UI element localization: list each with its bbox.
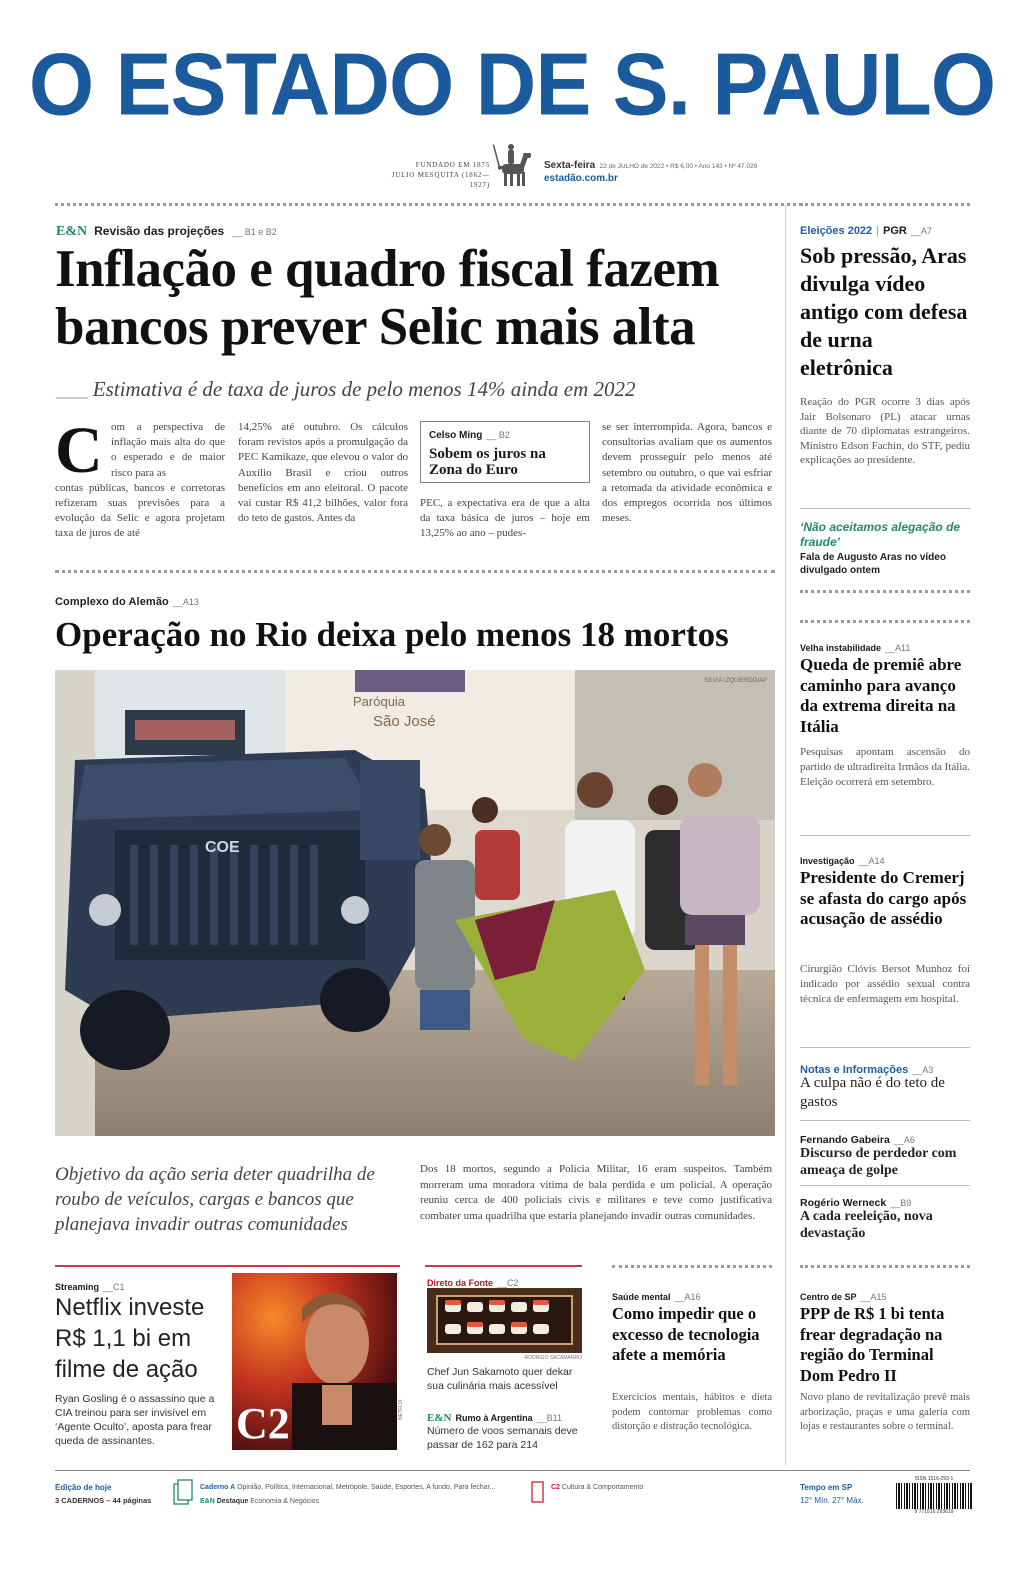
caderno-a-line [200,1482,540,1494]
streaming-section: Streaming [55,1282,100,1292]
gabeira-section: Fernando Gabeira [800,1134,890,1146]
right-divider-3 [800,620,970,623]
caderno-a-label: Caderno A [200,1484,236,1491]
barcode [896,1476,972,1518]
saude-top-rule [612,1265,772,1268]
aras-divider [800,508,970,509]
cremerj-divider [800,1047,970,1048]
gabeira-page: __A6 [893,1135,915,1145]
church-sign-1: Paróquia [353,694,406,709]
second-section: Complexo do Alemão [55,596,169,608]
werneck-section: Rogério Werneck [800,1197,887,1209]
eleicoes-label: Eleições 2022 [800,225,873,237]
barcode-digits: 9 771516 293619 [914,1509,954,1515]
streaming-top-rule [55,1265,400,1267]
lead-dropcap: C [55,414,103,487]
caderno-en-line [200,1496,540,1508]
argentina-page: __B11 [536,1413,563,1423]
cremerj-page: __A14 [858,856,885,866]
masthead-title: O ESTADO DE S. PAULO [28,34,996,134]
fonte-credit: RODRIGO SACAMARRO [524,1355,582,1361]
c2-text: Cultura & Comportamento [561,1484,644,1491]
werneck-page: __B9 [890,1198,912,1208]
sp-section-row [800,1287,887,1305]
c2-icon [530,1480,546,1506]
edition-label: Edição de hoje [55,1483,112,1492]
saude-headline[interactable]: Como impedir que o excesso de tecnologia afete a memória [612,1304,760,1364]
lead-headline-line1: Inflação e quadro fiscal fazem [55,240,720,298]
footer-weather [800,1481,864,1507]
second-divider [55,570,775,573]
pgr-label: PGR [883,225,907,237]
lead-col-1a: om a perspectiva de inflação mais alta do que o esperado e de maior risco para as [111,421,225,479]
sp-body: Novo plano de revitalização prevê mais arborização, praças e uma galeria com lojas e restaurantes sobre o terminal. [800,1392,970,1432]
vehicle-mark: COE [205,839,240,856]
c2-line [551,1482,643,1494]
operation-photo [55,670,775,1136]
second-page: __A13 [172,597,199,607]
cremerj-body: Cirurgião Clóvis Bersot Munhoz foi indicado por assédio sexual contra técnica de enfermagem em hospital. [800,963,970,1005]
gabeira-headline[interactable]: Discurso de perdedor com ameaça de golpe [800,1146,957,1178]
streaming-page: __C1 [103,1282,125,1292]
second-body: Dos 18 mortos, segundo a Polícia Militar, 16 eram suspeitos. Também morreram uma moradora vítima de bala perdida e um policial. A operação reuniu cerca de 400 policiais civis e militares e teve como justificativa combater uma quadrilha que estaria planejando invadir outras comunidades. [420,1163,772,1222]
lead-col-4: se ser interrompida. Agora, bancos e consultorias avaliam que os aumentos devem prosseguir pelo menos até setembro ou outubro, o que vai esfriar a retomada da atividade econômica e dos empregos ocorrida nos últimos meses. [602,421,772,525]
lead-col-1 [55,414,225,542]
lead-headline-line2: bancos prever Selic mais alta [55,298,696,356]
gabeira-divider [800,1185,970,1186]
notas-section: Notas e Informações [800,1064,909,1076]
box-author: Celso Ming [429,430,483,441]
argentina-body[interactable]: Número de voos semanais deve passar de 162 para 214 [427,1425,578,1451]
box-page: __ B2 [486,430,510,440]
gosling-photo [232,1273,397,1450]
notas-headline[interactable]: A culpa não é do teto de gastos [800,1075,945,1110]
aras-headline[interactable]: Sob pressão, Aras divulga vídeo antigo com defesa de urna eletrônica [800,243,968,380]
right-column-separator [785,205,786,1465]
horseman-logo [488,142,534,190]
cremerj-section: Investigação [800,856,855,866]
fonte-page: __C2 [497,1278,519,1288]
saude-body: Exercícios mentais, hábitos e dieta podem contornar problemas como distorção e distração tecnológica. [612,1392,772,1432]
italia-page: __A11 [885,643,911,653]
founded-line: FUNDADO EM 1875 [415,161,490,169]
lead-headline[interactable] [55,240,775,356]
c2-label: C2 [551,1484,560,1491]
notas-page: __A3 [912,1065,934,1075]
saude-section: Saúde mental [612,1292,671,1302]
weather-label: Tempo em SP [800,1483,853,1492]
aras-body: Reação do PGR ocorre 3 dias após Jair Bolsonaro (PL) atacar urnas diante de 70 diplomatas estrangeiros. Ministro Edson Fachin, do STF, pediu explicações ao presidente. [800,396,970,466]
second-headline[interactable]: Operação no Rio deixa pelo menos 18 mortos [55,615,729,654]
footer-edition [55,1481,151,1507]
caderno-en-brand: E&N [200,1498,215,1505]
barcode-bars [896,1483,972,1509]
sp-top-rule [800,1265,970,1268]
fonte-top-rule [425,1265,582,1267]
italia-divider [800,835,970,836]
sp-page: __A15 [860,1292,887,1302]
sp-section: Centro de SP [800,1292,857,1302]
sp-headline[interactable]: PPP de R$ 1 bi tenta frear degradação na região do Terminal Dom Pedro II [800,1304,945,1385]
celso-ming-box[interactable] [420,421,590,483]
aras-quote-caption: Fala de Augusto Aras no vídeo divulgado ontem [800,552,946,576]
notas-divider [800,1120,970,1121]
italia-headline[interactable]: Queda de premiê abre caminho para avanço da extrema direita na Itália [800,655,962,736]
italia-section-row [800,638,910,656]
lead-deck: ___ Estimativa é de taxa de juros de pelo menos 14% ainda em 2022 [56,377,636,401]
cremerj-section-row [800,851,885,869]
second-section-row [55,592,199,610]
lead-section-row [56,222,456,238]
footer-rule [55,1470,970,1471]
aras-quote: ‘Não aceitamos alegação de fraude’ [800,520,961,549]
caderno-a-text: Opinião, Política, Internacional, Metrópole, Saúde, Esportes, A fundo, Para fechar... [237,1484,496,1491]
issn: ISSN 1516-293-1 [914,1476,954,1482]
right-divider-2 [800,590,970,593]
edition-info: 22 de JULHO de 2022 • R$ 6,00 • Ano 143 • Nº 47.029 [599,163,758,170]
eleicoes-label-row: Eleições 2022 | PGR __A7 [800,225,932,237]
werneck-headline[interactable]: A cada reeleição, nova devastação [800,1209,933,1241]
masthead-date-block [544,158,804,185]
right-top-divider [800,203,970,206]
cremerj-headline[interactable]: Presidente do Cremerj se afasta do cargo após acusação de assédio [800,868,967,928]
italia-body: Pesquisas apontam ascensão do partido de ultradireita Irmãos da Itália. Eleição ocorrerá em setembro. [800,746,970,788]
masthead-founded [380,160,490,190]
italia-section: Velha instabilidade [800,643,882,653]
box-title: Sobem os juros na Zona do Euro [429,446,546,478]
argentina-brand: E&N [427,1412,452,1424]
saude-page: __A16 [674,1292,701,1302]
netflix-credit: NETFLIX [398,1399,404,1420]
second-deck: Objetivo da ação seria deter quadrilha de roubo de veículos, cargas e bancos que planejava invadir outras comunidades [55,1164,375,1235]
caderno-en-label: Destaque [216,1498,249,1505]
en-brand: E&N [56,224,88,239]
caderno-en-text: Economia & Negócios [250,1498,320,1505]
netflix-body: Ryan Gosling é o assassino que a CIA treinou para ser invisível em ‘Agente Oculto’, aposta para frear queda de assinantes. [55,1393,215,1447]
caderno-a-icon [172,1478,194,1508]
fonte-section: Direto da Fonte [427,1278,494,1288]
weather-value: 12° Mín. 27° Máx. [800,1496,864,1505]
lead-col-1b: contas públicas, bancos e corretoras refizeram suas previsões para a evolução da Selic e agora projetam taxa de juros de até [55,481,225,540]
lead-section-label: Revisão das projeções [94,224,225,238]
fonte-caption[interactable]: Chef Jun Sakamoto quer dekar sua culinária mais acessível [427,1366,573,1392]
weekday: Sexta-feira [544,160,596,171]
site-link[interactable]: estadão.com.br [544,173,618,184]
lead-pages: __ B1 e B2 [232,227,277,237]
lead-col-3: PEC, a expectativa era de que a alta da taxa básica de juros – hoje em 13,25% ao ano – pudes- [420,497,590,540]
photo-credit: SILVIA IZQUIERDO/AP [704,678,767,684]
c2-mark: C2 [236,1399,290,1448]
saude-section-row [612,1287,701,1305]
founder-line: JULIO MESQUITA (1862—1927) [391,171,490,189]
lead-col-2: 14,25% até outubro. Os cálculos foram revistos após a promulgação da PEC Kamikaze, que elevou o valor do Auxílio Brasil e criou outros benefícios em ano eleitoral. O pacote vai custar R$ 41,2 bilhões, valor fora do teto de gastos. Antes da [238,421,408,525]
church-sign-2: São José [373,713,436,730]
sushi-photo [427,1288,582,1353]
edition-value: 3 CADERNOS – 44 páginas [55,1496,152,1505]
netflix-headline[interactable]: Netflix investe R$ 1,1 bi em filme de ação [55,1294,205,1383]
argentina-section: Rumo à Argentina [455,1413,533,1423]
eleicoes-page: __A7 [910,226,932,236]
